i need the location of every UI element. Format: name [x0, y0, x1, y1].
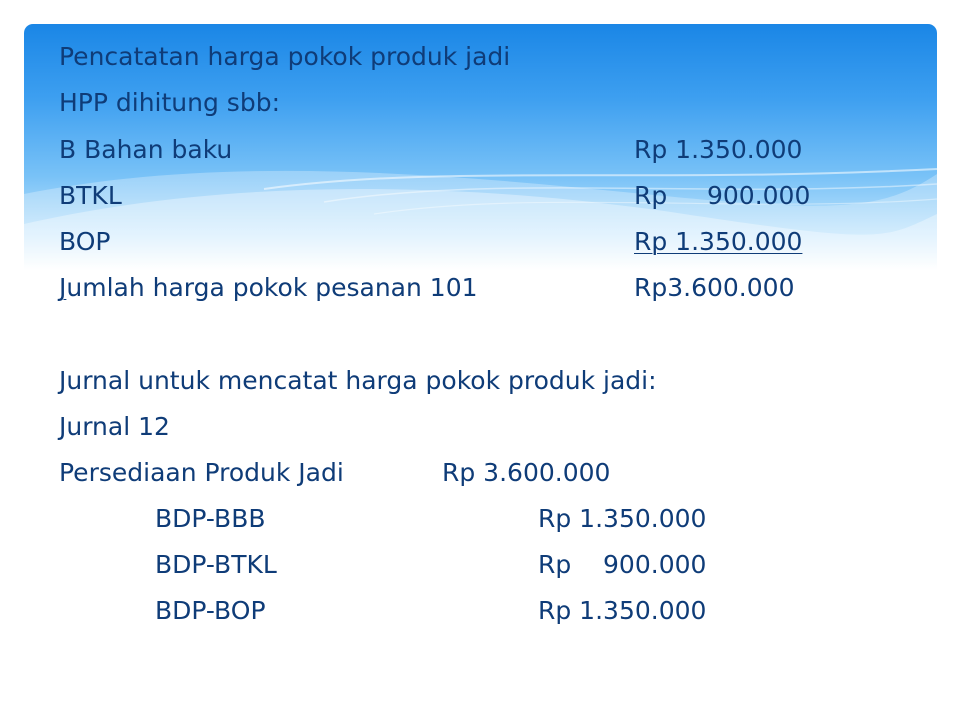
journal-debit-label: Persediaan Produk Jadi [59, 458, 344, 487]
hpp-label-bop: BOP [59, 227, 111, 256]
hpp-heading: HPP dihitung sbb: [59, 88, 280, 117]
hpp-amount-btkl: Rp 900.000 [634, 181, 811, 210]
hpp-total-label [59, 273, 478, 303]
journal-credit-amount-btkl: Rp 900.000 [538, 550, 707, 579]
hpp-amount-bop: Rp 1.350.000 [634, 227, 803, 256]
slide-content [59, 0, 939, 720]
hpp-label-btkl: BTKL [59, 181, 122, 210]
hpp-label-bahan-baku: B Bahan baku [59, 135, 233, 164]
journal-credit-label-bbb: BDP-BBB [155, 504, 266, 533]
journal-credit-label-btkl: BDP-BTKL [155, 550, 277, 579]
journal-title: Jurnal 12 [59, 412, 170, 441]
journal-credit-label-bop: BDP-BOP [155, 596, 266, 625]
hpp-total-amount: Rp3.600.000 [634, 273, 795, 302]
hpp-amount-bahan-baku: Rp 1.350.000 [634, 135, 803, 164]
journal-credit-amount-bbb: Rp 1.350.000 [538, 504, 707, 533]
hpp-total-label-initial: J [59, 273, 67, 302]
journal-intro: Jurnal untuk mencatat harga pokok produk jadi: [59, 366, 657, 395]
journal-credit-amount-bop: Rp 1.350.000 [538, 596, 707, 625]
slide-title: Pencatatan harga pokok produk jadi [59, 42, 511, 71]
journal-debit-amount: Rp 3.600.000 [442, 458, 611, 487]
hpp-total-label-rest: umlah harga pokok pesanan 101 [66, 273, 478, 302]
